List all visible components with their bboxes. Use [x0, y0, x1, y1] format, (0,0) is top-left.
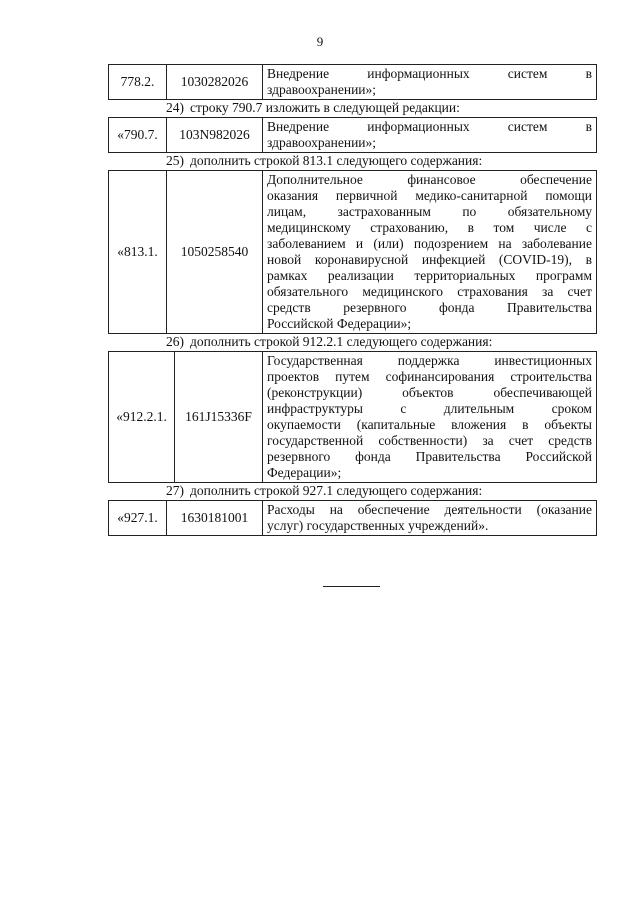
table-row	[109, 65, 597, 100]
description-word: (реконструкции)	[267, 385, 363, 400]
description-word: в	[585, 252, 592, 267]
description-word: обязательному	[507, 204, 592, 219]
description-line	[267, 236, 592, 252]
description-word: сроком	[551, 401, 592, 416]
description-word: Внедрение	[267, 66, 330, 81]
description-line	[267, 417, 592, 433]
row-code: 778.2.	[109, 65, 167, 100]
row-code: «912.2.1.	[109, 352, 175, 483]
description-line	[267, 502, 592, 518]
description-word: на	[498, 236, 512, 251]
row-description	[263, 65, 597, 100]
description-word: Правительства	[415, 449, 501, 464]
description-word: страхования	[457, 284, 528, 299]
description-line	[267, 433, 592, 449]
description-word: объекты	[544, 417, 592, 432]
description-line	[267, 252, 592, 268]
description-word: первичной	[335, 188, 398, 203]
row-code: «790.7.	[109, 118, 167, 153]
description-word: лицам,	[267, 204, 307, 219]
end-divider	[323, 586, 380, 587]
description-word: собственности)	[378, 433, 468, 448]
description-word: с	[400, 401, 407, 416]
row-kbk: 103N982026	[167, 118, 263, 153]
description-word: обеспечивающей	[493, 385, 592, 400]
description-word: поддержка	[397, 353, 460, 368]
description-word: объектов	[402, 385, 454, 400]
description-line	[267, 119, 592, 135]
amendment-instruction	[108, 100, 596, 117]
description-word: информационных	[367, 119, 470, 134]
description-line: здравоохранении»;	[267, 135, 377, 150]
description-word: рамках	[267, 268, 308, 283]
description-word: путем	[335, 369, 370, 384]
instruction-text: дополнить строкой 927.1 следующего содержания:	[190, 483, 483, 498]
description-word: вложения	[451, 417, 507, 432]
description-line	[267, 204, 592, 220]
row-description	[263, 352, 597, 483]
table-row	[109, 352, 597, 483]
description-word: помощи	[545, 188, 592, 203]
description-word: том	[493, 220, 515, 235]
description-word: числе	[533, 220, 567, 235]
row-kbk: 161J15336F	[175, 352, 263, 483]
description-line	[267, 449, 592, 465]
description-word: резервного	[343, 300, 407, 315]
document-body	[108, 64, 596, 536]
description-line	[267, 172, 592, 188]
description-word: средств	[548, 433, 592, 448]
description-word: инфраструктуры	[267, 401, 363, 416]
amendment-instruction	[108, 153, 596, 170]
description-word: (или)	[373, 236, 404, 251]
description-line	[267, 385, 592, 401]
description-line	[267, 268, 592, 284]
description-word: Государственная	[267, 353, 363, 368]
instruction-number: 27)	[166, 483, 184, 498]
budget-row-table	[108, 64, 597, 100]
table-row	[109, 118, 597, 153]
description-word: Российской	[525, 449, 592, 464]
description-word: коронавирусной	[314, 252, 409, 267]
description-line	[267, 401, 592, 417]
description-word: финансовое	[407, 172, 476, 187]
description-word: и	[355, 236, 364, 251]
row-description	[263, 501, 597, 536]
amendment-instruction	[108, 334, 596, 351]
description-word: в	[585, 119, 592, 134]
description-word: подозрением	[413, 236, 489, 251]
description-word: счет	[508, 433, 534, 448]
description-word: Внедрение	[267, 119, 330, 134]
description-word: фонда	[438, 300, 475, 315]
row-description	[263, 118, 597, 153]
description-word: строительства	[510, 369, 592, 384]
amendment-instruction	[108, 483, 596, 500]
description-word: Расходы	[267, 502, 315, 517]
table-row	[109, 501, 597, 536]
instruction-text: дополнить строкой 912.2.1 следующего содержания:	[190, 334, 493, 349]
description-word: в	[467, 220, 475, 235]
description-line	[267, 284, 592, 300]
description-line: Федерации»;	[267, 465, 342, 480]
description-word: обеспечение	[520, 172, 592, 187]
description-word: Правительства	[507, 300, 592, 315]
description-word: оказания	[267, 188, 319, 203]
instruction-number: 26)	[166, 334, 184, 349]
description-word: новой	[267, 252, 302, 267]
row-kbk: 1630181001	[167, 501, 263, 536]
description-word: заболевание	[521, 236, 592, 251]
description-word: на	[329, 502, 343, 517]
description-line: Российской Федерации»;	[267, 316, 412, 331]
description-word: по	[462, 204, 477, 219]
description-word: обеспечение	[357, 502, 430, 517]
row-kbk: 1030282026	[167, 65, 263, 100]
description-word: (COVID-19),	[498, 252, 573, 267]
page-number: 9	[316, 34, 324, 49]
instruction-number: 25)	[166, 153, 184, 168]
description-word: софинансирования	[385, 369, 495, 384]
description-word: фонда	[355, 449, 391, 464]
description-word: счет	[567, 284, 592, 299]
description-word: длительным	[443, 401, 515, 416]
description-line	[267, 300, 592, 316]
description-line	[267, 220, 592, 236]
table-row	[109, 171, 597, 334]
description-word: резервного	[267, 449, 331, 464]
description-word: территориальных	[414, 268, 516, 283]
row-kbk: 1050258540	[167, 171, 263, 334]
description-word: (капитальные	[356, 417, 436, 432]
description-word: застрахованным	[337, 204, 431, 219]
description-word: обязательного	[267, 284, 349, 299]
instruction-text: дополнить строкой 813.1 следующего содержания:	[190, 153, 483, 168]
description-word: Дополнительное	[267, 172, 363, 187]
description-word: проектов	[267, 369, 320, 384]
description-word: государственной	[267, 433, 364, 448]
description-line	[267, 353, 592, 369]
description-line: здравоохранении»;	[267, 82, 377, 97]
description-word: окупаемости	[267, 417, 341, 432]
description-line	[267, 188, 592, 204]
row-code: «927.1.	[109, 501, 167, 536]
description-word: деятельности	[444, 502, 522, 517]
description-line	[267, 369, 592, 385]
description-word: реализации	[327, 268, 394, 283]
description-word: средств	[267, 300, 311, 315]
description-line: услуг) государственных учреждений».	[267, 518, 489, 533]
instruction-number: 24)	[166, 100, 184, 115]
description-word: в	[585, 66, 592, 81]
description-word: информационных	[367, 66, 470, 81]
description-word: за	[482, 433, 494, 448]
budget-row-table	[108, 351, 597, 483]
description-line	[267, 66, 592, 82]
description-word: в	[522, 417, 529, 432]
description-word: медицинского	[362, 284, 444, 299]
row-code: «813.1.	[109, 171, 167, 334]
budget-row-table	[108, 500, 597, 536]
budget-row-table	[108, 117, 597, 153]
description-word: страхованию,	[370, 220, 449, 235]
description-word: медицинскому	[267, 220, 351, 235]
row-description	[263, 171, 597, 334]
description-word: с	[585, 220, 592, 235]
description-word: за	[542, 284, 554, 299]
description-word: систем	[507, 66, 548, 81]
description-word: программ	[535, 268, 592, 283]
description-word: систем	[507, 119, 548, 134]
budget-row-table	[108, 170, 597, 334]
description-word: медико-санитарной	[415, 188, 528, 203]
description-word: заболеванием	[267, 236, 346, 251]
description-word: инвестиционных	[494, 353, 592, 368]
description-word: (оказание	[536, 502, 592, 517]
instruction-text: строку 790.7 изложить в следующей редакции:	[190, 100, 460, 115]
description-word: инфекцией	[421, 252, 486, 267]
